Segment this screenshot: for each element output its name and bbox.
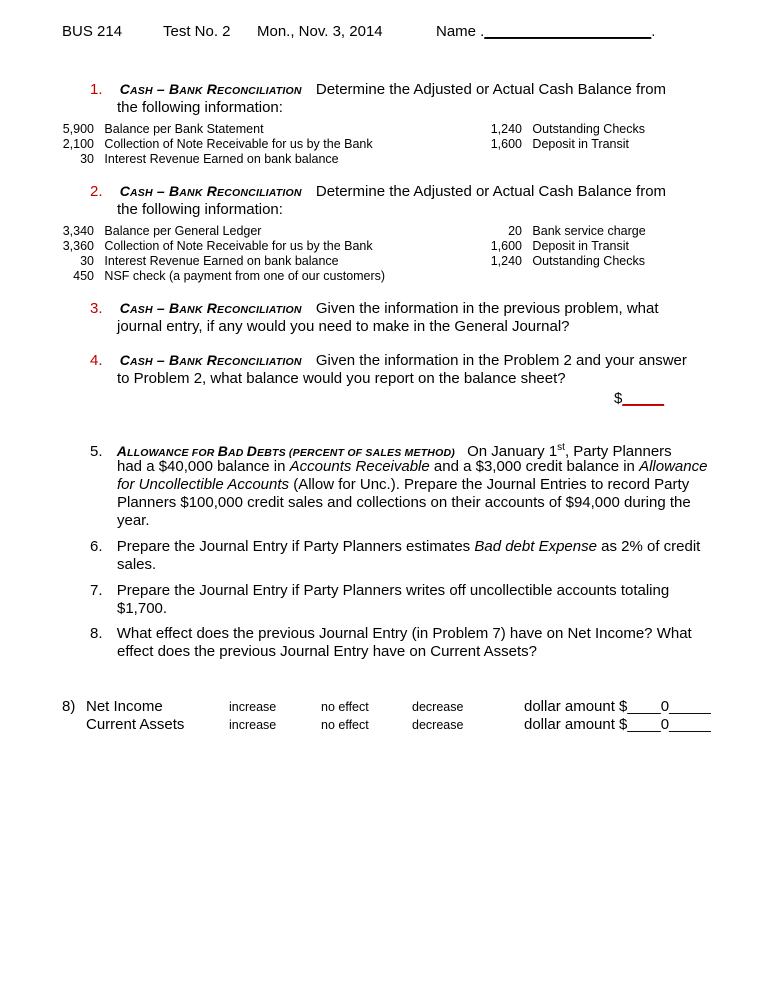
question-number: 3. [90, 300, 103, 317]
dollar-amount-field[interactable]: dollar amount $____0_____ [524, 698, 711, 715]
option-increase[interactable]: increase [229, 700, 277, 714]
question-text: Given the information in the previous problem, what [315, 300, 659, 317]
list-item: 2,100 Collection of Note Receivable for us by the Bank [62, 137, 373, 151]
question-text-line2: had a $40,000 balance in Accounts Receivable and a $3,000 credit balance in Allowance [117, 458, 708, 475]
question-text-line2: sales. [117, 556, 157, 573]
question-text-line2: the following information: [117, 99, 283, 116]
list-item: 3,360 Collection of Note Receivable for us by the Bank [62, 239, 373, 253]
question-text: Prepare the Journal Entry if Party Planners writes off uncollectible accounts totaling [116, 582, 670, 599]
list-item: 20 Bank service charge [508, 224, 646, 238]
list-item: 1,600 Deposit in Transit [490, 239, 629, 253]
q2-left-list [62, 224, 385, 284]
list-item: 30 Interest Revenue Earned on bank balance [80, 254, 339, 268]
answer-row-current-assets-label: Current Assets [86, 716, 185, 733]
list-item: 1,240 Outstanding Checks [490, 122, 645, 136]
option-decrease[interactable]: decrease [412, 700, 464, 714]
question-text: On January 1st, Party Planners [467, 442, 672, 460]
q2-right-list [490, 224, 646, 269]
test-date: Mon., Nov. 3, 2014 [257, 23, 383, 40]
question-number: 6. [90, 538, 103, 555]
q4-answer-blank[interactable]: $_____ [614, 390, 665, 407]
question-text-line2: $1,700. [117, 600, 168, 617]
name-label: Name . [436, 23, 485, 40]
question-text-line5: year. [117, 512, 150, 529]
question-text: What effect does the previous Journal Entry (in Problem 7) have on Net Income? What [116, 625, 692, 642]
question-6 [90, 537, 700, 556]
list-item: 5,900 Balance per Bank Statement [62, 122, 264, 136]
option-decrease[interactable]: decrease [412, 718, 464, 732]
option-no-effect[interactable]: no effect [321, 700, 369, 714]
option-no-effect[interactable]: no effect [321, 718, 369, 732]
list-item: 3,340 Balance per General Ledger [62, 224, 262, 238]
question-topic: CASH – BANK RECONCILIATION [119, 300, 302, 316]
answer-row-net-income-label: Net Income [86, 698, 163, 715]
question-number: 8. [90, 625, 103, 642]
list-item: 1,240 Outstanding Checks [490, 254, 645, 268]
answer-8-number: 8) [62, 698, 76, 715]
question-7 [90, 581, 669, 600]
list-item: 450 NSF check (a payment from one of our customers) [73, 269, 386, 283]
question-text-line2: the following information: [117, 201, 283, 218]
question-number: 2. [90, 183, 103, 200]
question-number: 7. [90, 582, 103, 599]
question-text: Prepare the Journal Entry if Party Planners estimates Bad debt Expense as 2% of credit [116, 538, 701, 555]
question-number: 5. [90, 443, 103, 460]
dollar-amount-field[interactable]: dollar amount $____0_____ [524, 716, 711, 733]
question-text-line2: journal entry, if any would you need to make in the General Journal? [117, 318, 570, 335]
name-field [436, 23, 655, 40]
question-topic: CASH – BANK RECONCILIATION [119, 183, 302, 199]
course-code: BUS 214 [62, 23, 123, 40]
name-blank[interactable]: ____________________ [484, 23, 652, 40]
option-increase[interactable]: increase [229, 718, 277, 732]
question-topic: ALLOWANCE FOR BAD DEBTS (PERCENT OF SALES METHOD) [116, 443, 455, 459]
question-text-line3: for Uncollectible Accounts (Allow for Unc.). Prepare the Journal Entries to record Party [117, 476, 690, 493]
question-text-line4: Planners $100,000 credit sales and collections on their accounts of $94,000 during the [117, 494, 691, 511]
question-text: Determine the Adjusted or Actual Cash Balance from [315, 183, 667, 200]
question-text-line2: to Problem 2, what balance would you report on the balance sheet? [117, 370, 566, 387]
name-end: . [651, 23, 656, 40]
question-number: 4. [90, 352, 103, 369]
list-item: 30 Interest Revenue Earned on bank balance [80, 152, 339, 166]
question-text-line2: effect does the previous Journal Entry have on Current Assets? [117, 643, 537, 660]
test-number: Test No. 2 [163, 23, 231, 40]
question-8 [90, 624, 692, 643]
question-text: Determine the Adjusted or Actual Cash Balance from [315, 81, 667, 98]
q1-left-list [62, 122, 373, 167]
question-topic: CASH – BANK RECONCILIATION [119, 81, 302, 97]
list-item: 1,600 Deposit in Transit [490, 137, 629, 151]
q1-right-list [490, 122, 645, 152]
question-text: Given the information in the Problem 2 and your answer [315, 352, 687, 369]
question-topic: CASH – BANK RECONCILIATION [119, 352, 302, 368]
question-number: 1. [90, 81, 103, 98]
